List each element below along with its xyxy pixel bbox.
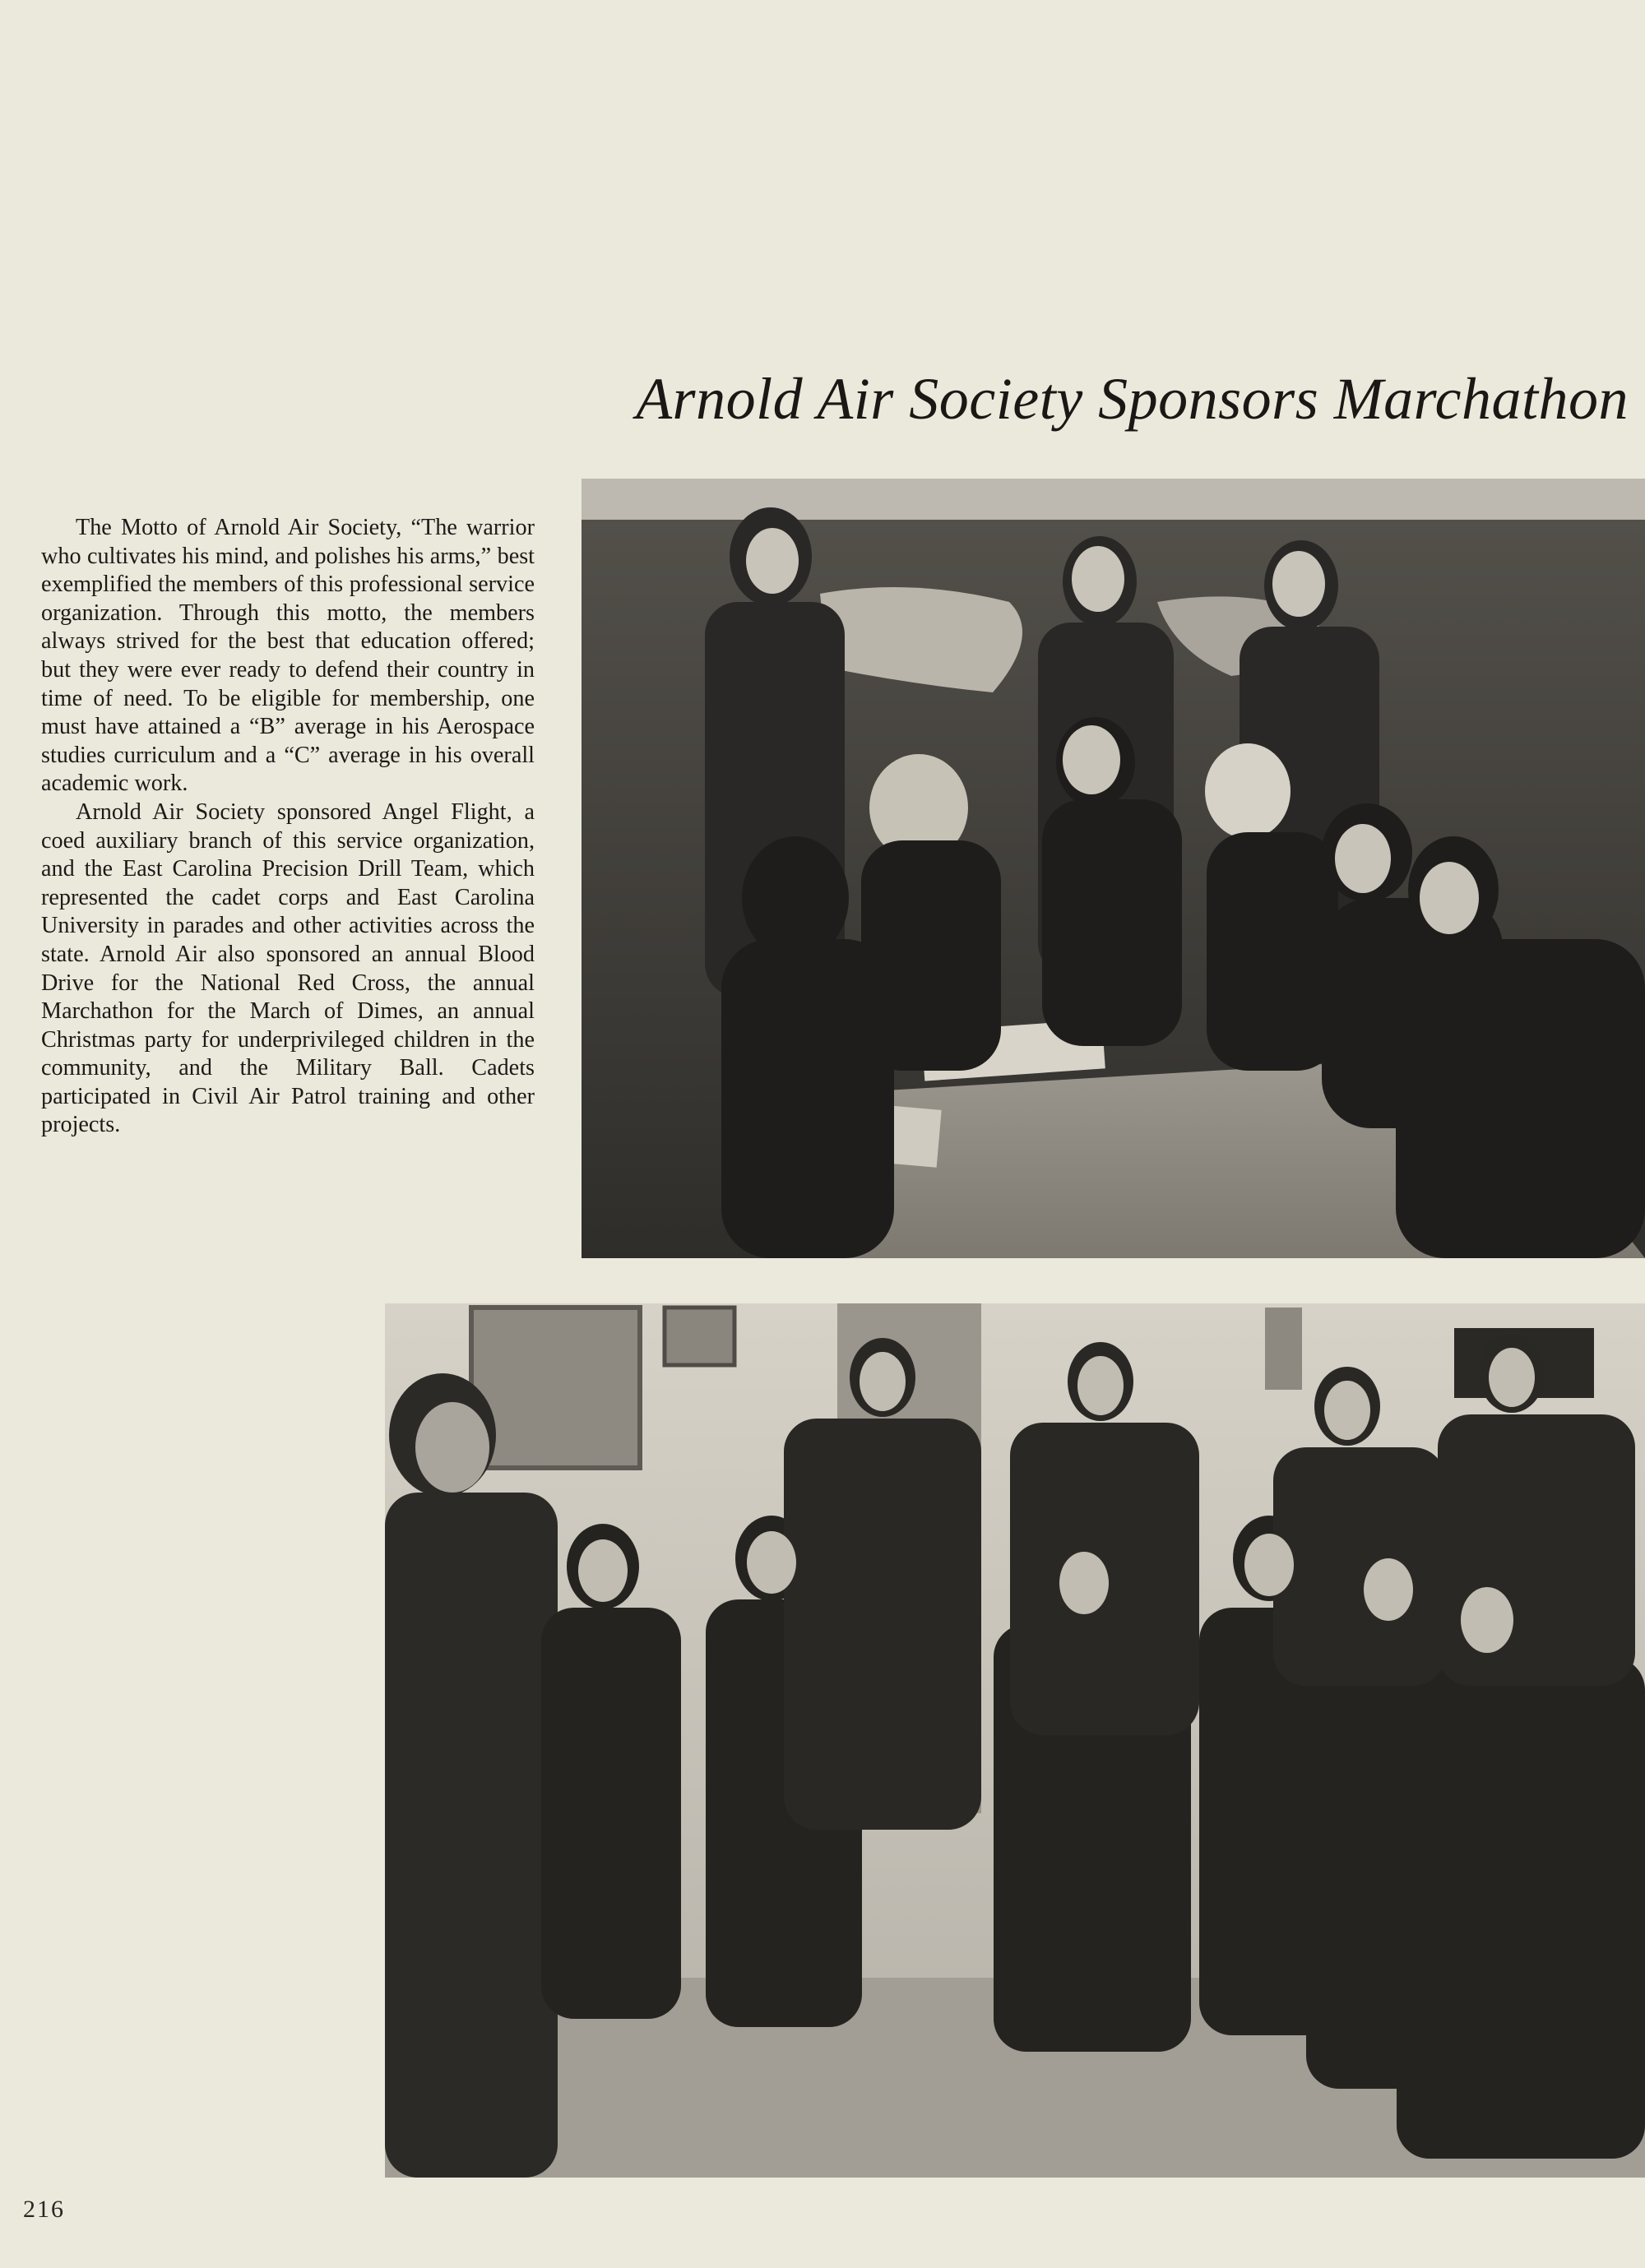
article-title: Arnold Air Society Sponsors Marchathon — [636, 366, 1629, 432]
article-paragraph: Arnold Air Society sponsored Angel Flight, a coed auxiliary branch of this service organization, and the East Carolina Precision Drill Team, which represented the cadet corps and East Carolina University in parades and other activities across the state. Arnold Air also sponsored an annual Blood Drive for the National Red Cross, the annual Marchathon for the March of Dimes, an annual Christmas party for underprivileged children in the community, and the Military Ball. Cadets participated in Civil Air Patrol training and other projects. — [41, 798, 535, 1138]
page-number: 216 — [23, 2196, 65, 2223]
photo-cadets-in-lounge — [385, 1303, 1645, 2178]
photo-cadets-at-table — [582, 479, 1645, 1258]
article-body — [41, 514, 535, 1140]
article-paragraph: The Motto of Arnold Air Society, “The warrior who cultivates his mind, and polishes his arms,” best exemplified the members of this professional service organization. Through this motto, the members always strived for the best that education offered; but they were ever ready to defend their country in time of need. To be eligible for membership, one must have attained a “B” average in his Aerospace studies curriculum and a “C” average in his overall academic work. — [41, 515, 535, 797]
photo-cadets-in-lounge-image — [385, 1303, 1645, 2178]
photo-cadets-at-table-image — [582, 479, 1645, 1258]
